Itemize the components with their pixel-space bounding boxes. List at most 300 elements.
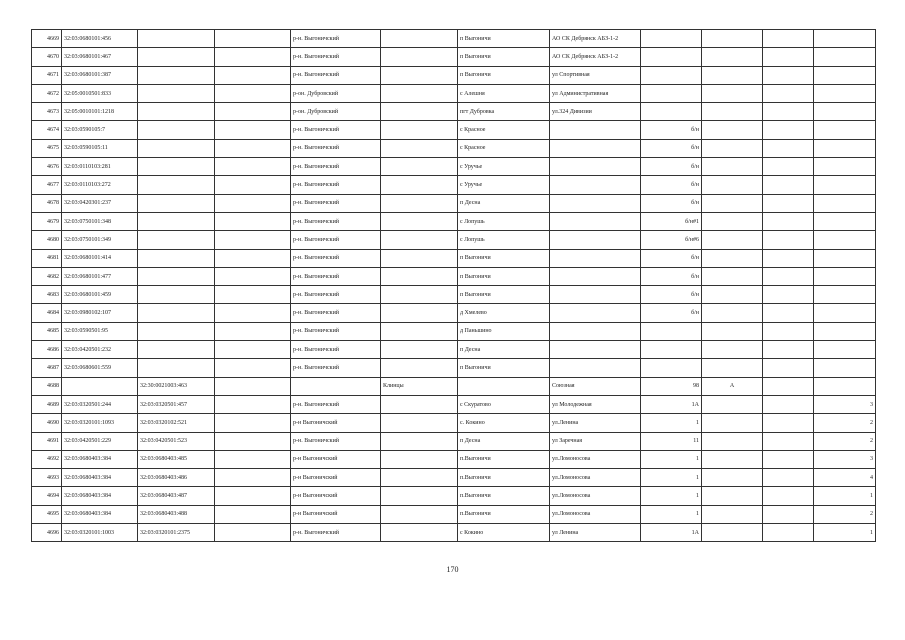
apartment-cell (814, 286, 876, 304)
empty-cell (215, 487, 291, 505)
empty-cell (763, 341, 814, 359)
street-cell: АО СК Дебрянск АБЗ-1-2 (550, 48, 641, 66)
row-number-cell: 4675 (32, 139, 62, 157)
empty-cell (763, 414, 814, 432)
empty-cell (763, 469, 814, 487)
empty-cell (215, 286, 291, 304)
apartment-cell: 4 (814, 469, 876, 487)
empty-cell (763, 450, 814, 468)
settlement-cell: с Уручье (458, 158, 550, 176)
page-number: 170 (446, 565, 459, 574)
empty-cell (763, 377, 814, 395)
city-cell (381, 304, 458, 322)
apartment-cell (814, 48, 876, 66)
apartment-cell (814, 30, 876, 48)
table-row (32, 121, 876, 139)
settlement-cell: п Выгоничи (458, 286, 550, 304)
district-cell: р-н. Выгоничский (291, 194, 381, 212)
house-number-cell: б/н#1 (641, 212, 702, 230)
table-row (32, 395, 876, 413)
row-number-cell: 4670 (32, 48, 62, 66)
city-cell (381, 66, 458, 84)
settlement-cell: д Паньшино (458, 322, 550, 340)
cadastral-number-2-cell (138, 286, 215, 304)
registry-table (31, 29, 876, 542)
street-cell: ул.Ломоносова (550, 487, 641, 505)
apartment-cell (814, 121, 876, 139)
district-cell: р-н. Выгоничский (291, 66, 381, 84)
district-cell (291, 377, 381, 395)
table-row (32, 377, 876, 395)
street-cell (550, 231, 641, 249)
settlement-cell: п Десна (458, 432, 550, 450)
cadastral-number-2-cell (138, 359, 215, 377)
row-number-cell: 4680 (32, 231, 62, 249)
empty-cell (763, 304, 814, 322)
cadastral-number-2-cell: 32:03:0680403:487 (138, 487, 215, 505)
row-number-cell: 4689 (32, 395, 62, 413)
table-row (32, 505, 876, 523)
street-cell (550, 341, 641, 359)
letter-cell (702, 84, 763, 102)
settlement-cell: п.Выгоничи (458, 450, 550, 468)
cadastral-number-cell: 32:03:0420301:237 (62, 194, 138, 212)
row-number-cell: 4671 (32, 66, 62, 84)
city-cell (381, 322, 458, 340)
city-cell (381, 341, 458, 359)
row-number-cell: 4683 (32, 286, 62, 304)
house-number-cell (641, 84, 702, 102)
street-cell: ул Заречная (550, 432, 641, 450)
cadastral-number-2-cell (138, 249, 215, 267)
row-number-cell: 4691 (32, 432, 62, 450)
letter-cell (702, 103, 763, 121)
district-cell: р-н. Выгоничский (291, 121, 381, 139)
empty-cell (763, 30, 814, 48)
settlement-cell: д Хмелево (458, 304, 550, 322)
apartment-cell (814, 194, 876, 212)
cadastral-number-cell: 32:03:0590105:7 (62, 121, 138, 139)
city-cell (381, 158, 458, 176)
cadastral-number-2-cell: 32:03:0320102:521 (138, 414, 215, 432)
cadastral-number-cell: 32:03:0680403:384 (62, 487, 138, 505)
settlement-cell: пгт Дубровка (458, 103, 550, 121)
district-cell: р-н. Выгоничский (291, 48, 381, 66)
apartment-cell (814, 212, 876, 230)
table-row (32, 103, 876, 121)
street-cell: Союзная (550, 377, 641, 395)
house-number-cell: 98 (641, 377, 702, 395)
letter-cell (702, 395, 763, 413)
cadastral-number-cell: 32:05:0010101:1218 (62, 103, 138, 121)
letter-cell (702, 121, 763, 139)
cadastral-number-cell: 32:03:0680101:414 (62, 249, 138, 267)
empty-cell (215, 450, 291, 468)
cadastral-number-cell: 32:03:0320101:1003 (62, 524, 138, 542)
house-number-cell (641, 322, 702, 340)
row-number-cell: 4690 (32, 414, 62, 432)
empty-cell (763, 66, 814, 84)
cadastral-number-cell: 32:03:0420501:232 (62, 341, 138, 359)
street-cell (550, 322, 641, 340)
row-number-cell: 4673 (32, 103, 62, 121)
cadastral-number-2-cell (138, 341, 215, 359)
apartment-cell (814, 377, 876, 395)
settlement-cell: с Уручье (458, 176, 550, 194)
table-row (32, 524, 876, 542)
letter-cell: А (702, 377, 763, 395)
table-row (32, 432, 876, 450)
city-cell (381, 524, 458, 542)
district-cell: р-н Выгоничский (291, 505, 381, 523)
letter-cell (702, 469, 763, 487)
cadastral-number-2-cell (138, 121, 215, 139)
row-number-cell: 4676 (32, 158, 62, 176)
settlement-cell (458, 377, 550, 395)
apartment-cell (814, 66, 876, 84)
letter-cell (702, 286, 763, 304)
house-number-cell: б/н (641, 249, 702, 267)
letter-cell (702, 194, 763, 212)
cadastral-number-cell: 32:03:0680601:559 (62, 359, 138, 377)
cadastral-number-2-cell (138, 304, 215, 322)
letter-cell (702, 304, 763, 322)
empty-cell (215, 432, 291, 450)
empty-cell (215, 341, 291, 359)
city-cell (381, 267, 458, 285)
house-number-cell: 1 (641, 414, 702, 432)
house-number-cell (641, 359, 702, 377)
empty-cell (215, 121, 291, 139)
cadastral-number-cell: 32:03:0680403:384 (62, 450, 138, 468)
city-cell (381, 103, 458, 121)
house-number-cell: 1 (641, 505, 702, 523)
district-cell: р-н. Выгоничский (291, 212, 381, 230)
letter-cell (702, 322, 763, 340)
cadastral-number-2-cell: 32:03:0320501:457 (138, 395, 215, 413)
cadastral-number-cell: 32:03:0680101:459 (62, 286, 138, 304)
letter-cell (702, 48, 763, 66)
settlement-cell: п.Выгоничи (458, 469, 550, 487)
settlement-cell: с Алешня (458, 84, 550, 102)
street-cell (550, 286, 641, 304)
letter-cell (702, 450, 763, 468)
district-cell: р-н Выгоничский (291, 414, 381, 432)
cadastral-number-cell: 32:03:0750101:348 (62, 212, 138, 230)
empty-cell (763, 524, 814, 542)
house-number-cell: б/н (641, 304, 702, 322)
empty-cell (215, 176, 291, 194)
letter-cell (702, 341, 763, 359)
empty-cell (215, 158, 291, 176)
settlement-cell: с Лопушь (458, 231, 550, 249)
letter-cell (702, 158, 763, 176)
cadastral-number-2-cell (138, 176, 215, 194)
apartment-cell: 2 (814, 414, 876, 432)
apartment-cell: 1 (814, 487, 876, 505)
letter-cell (702, 524, 763, 542)
row-number-cell: 4677 (32, 176, 62, 194)
settlement-cell: с Кокино (458, 524, 550, 542)
city-cell (381, 359, 458, 377)
district-cell: р-н. Выгоничский (291, 359, 381, 377)
city-cell (381, 395, 458, 413)
district-cell: р-н. Выгоничский (291, 249, 381, 267)
empty-cell (763, 212, 814, 230)
empty-cell (215, 395, 291, 413)
row-number-cell: 4679 (32, 212, 62, 230)
empty-cell (763, 84, 814, 102)
cadastral-number-cell: 32:03:0680403:384 (62, 505, 138, 523)
settlement-cell: п Десна (458, 194, 550, 212)
empty-cell (763, 158, 814, 176)
street-cell (550, 249, 641, 267)
street-cell: ул Административная (550, 84, 641, 102)
house-number-cell: 11 (641, 432, 702, 450)
table-row (32, 267, 876, 285)
cadastral-number-2-cell (138, 30, 215, 48)
apartment-cell: 2 (814, 432, 876, 450)
table-row (32, 359, 876, 377)
table-row (32, 341, 876, 359)
district-cell: р-н. Выгоничский (291, 176, 381, 194)
city-cell (381, 286, 458, 304)
cadastral-number-cell: 32:03:0750101:349 (62, 231, 138, 249)
cadastral-number-cell: 32:03:0320101:1093 (62, 414, 138, 432)
row-number-cell: 4695 (32, 505, 62, 523)
house-number-cell: б/н (641, 194, 702, 212)
empty-cell (215, 469, 291, 487)
table-row (32, 286, 876, 304)
table-row (32, 322, 876, 340)
settlement-cell: с. Кокино (458, 414, 550, 432)
cadastral-number-cell: 32:03:0680101:477 (62, 267, 138, 285)
street-cell (550, 194, 641, 212)
row-number-cell: 4685 (32, 322, 62, 340)
table-row (32, 30, 876, 48)
street-cell: АО СК Дебрянск АБЗ-1-2 (550, 30, 641, 48)
house-number-cell (641, 341, 702, 359)
street-cell: ул.Ломоносова (550, 450, 641, 468)
table-row (32, 469, 876, 487)
empty-cell (763, 432, 814, 450)
city-cell (381, 505, 458, 523)
cadastral-number-2-cell (138, 322, 215, 340)
city-cell (381, 249, 458, 267)
city-cell (381, 212, 458, 230)
empty-cell (215, 249, 291, 267)
table-row (32, 139, 876, 157)
city-cell (381, 231, 458, 249)
cadastral-number-2-cell (138, 48, 215, 66)
apartment-cell (814, 176, 876, 194)
city-cell (381, 121, 458, 139)
empty-cell (763, 103, 814, 121)
house-number-cell: 1А (641, 524, 702, 542)
empty-cell (763, 322, 814, 340)
city-cell (381, 84, 458, 102)
apartment-cell (814, 231, 876, 249)
row-number-cell: 4694 (32, 487, 62, 505)
letter-cell (702, 505, 763, 523)
street-cell (550, 158, 641, 176)
city-cell (381, 432, 458, 450)
row-number-cell: 4688 (32, 377, 62, 395)
table-row (32, 194, 876, 212)
settlement-cell: п Выгоничи (458, 249, 550, 267)
cadastral-number-cell: 32:03:0680403:384 (62, 469, 138, 487)
settlement-cell: с Лопушь (458, 212, 550, 230)
street-cell: ул.Ломоносова (550, 469, 641, 487)
apartment-cell (814, 158, 876, 176)
table-row (32, 414, 876, 432)
settlement-cell: п Выгоничи (458, 267, 550, 285)
row-number-cell: 4682 (32, 267, 62, 285)
house-number-cell (641, 66, 702, 84)
letter-cell (702, 432, 763, 450)
settlement-cell: п Десна (458, 341, 550, 359)
empty-cell (763, 286, 814, 304)
letter-cell (702, 359, 763, 377)
house-number-cell: б/н (641, 139, 702, 157)
empty-cell (215, 30, 291, 48)
cadastral-number-2-cell (138, 194, 215, 212)
empty-cell (763, 267, 814, 285)
table-row (32, 304, 876, 322)
empty-cell (763, 231, 814, 249)
empty-cell (763, 139, 814, 157)
cadastral-number-cell: 32:03:0680101:387 (62, 66, 138, 84)
street-cell (550, 359, 641, 377)
table-row (32, 212, 876, 230)
cadastral-number-2-cell (138, 267, 215, 285)
row-number-cell: 4684 (32, 304, 62, 322)
district-cell: р-н. Выгоничский (291, 304, 381, 322)
cadastral-number-cell: 32:03:0980102:107 (62, 304, 138, 322)
settlement-cell: п Выгоничи (458, 30, 550, 48)
settlement-cell: п Выгоничи (458, 66, 550, 84)
empty-cell (763, 505, 814, 523)
cadastral-number-2-cell: 32:03:0680403:488 (138, 505, 215, 523)
cadastral-number-2-cell (138, 66, 215, 84)
district-cell: р-н. Выгоничский (291, 267, 381, 285)
row-number-cell: 4669 (32, 30, 62, 48)
cadastral-number-cell: 32:03:0590501:95 (62, 322, 138, 340)
empty-cell (215, 359, 291, 377)
settlement-cell: п.Выгоничи (458, 505, 550, 523)
apartment-cell (814, 267, 876, 285)
street-cell: ул Спортивная (550, 66, 641, 84)
street-cell (550, 139, 641, 157)
district-cell: р-н. Выгоничский (291, 30, 381, 48)
city-cell (381, 450, 458, 468)
district-cell: р-н. Выгоничский (291, 231, 381, 249)
apartment-cell (814, 103, 876, 121)
cadastral-number-2-cell (138, 212, 215, 230)
street-cell: ул Ленина (550, 524, 641, 542)
city-cell (381, 48, 458, 66)
street-cell (550, 212, 641, 230)
house-number-cell (641, 48, 702, 66)
row-number-cell: 4674 (32, 121, 62, 139)
district-cell: р-н. Выгоничский (291, 395, 381, 413)
row-number-cell: 4681 (32, 249, 62, 267)
letter-cell (702, 176, 763, 194)
letter-cell (702, 487, 763, 505)
empty-cell (215, 322, 291, 340)
empty-cell (763, 48, 814, 66)
settlement-cell: с Красное (458, 139, 550, 157)
row-number-cell: 4686 (32, 341, 62, 359)
empty-cell (215, 194, 291, 212)
settlement-cell: с Скуратово (458, 395, 550, 413)
cadastral-number-2-cell (138, 231, 215, 249)
row-number-cell: 4696 (32, 524, 62, 542)
table-body (32, 30, 876, 542)
empty-cell (215, 103, 291, 121)
house-number-cell: 1 (641, 450, 702, 468)
street-cell: ул Молодежная (550, 395, 641, 413)
empty-cell (763, 121, 814, 139)
district-cell: р-н Выгоничский (291, 469, 381, 487)
settlement-cell: п Выгоничи (458, 359, 550, 377)
row-number-cell: 4687 (32, 359, 62, 377)
letter-cell (702, 249, 763, 267)
street-cell (550, 267, 641, 285)
row-number-cell: 4693 (32, 469, 62, 487)
house-number-cell: 1А (641, 395, 702, 413)
apartment-cell (814, 249, 876, 267)
letter-cell (702, 30, 763, 48)
empty-cell (215, 212, 291, 230)
settlement-cell: п Выгоничи (458, 48, 550, 66)
city-cell (381, 30, 458, 48)
district-cell: р-н. Выгоничский (291, 432, 381, 450)
apartment-cell (814, 322, 876, 340)
cadastral-number-cell: 32:03:0110103:272 (62, 176, 138, 194)
apartment-cell (814, 341, 876, 359)
cadastral-number-2-cell: 32:03:0680403:486 (138, 469, 215, 487)
cadastral-number-2-cell: 32:03:0320101:2375 (138, 524, 215, 542)
city-cell: Клинцы (381, 377, 458, 395)
empty-cell (763, 487, 814, 505)
city-cell (381, 487, 458, 505)
letter-cell (702, 231, 763, 249)
row-number-cell: 4692 (32, 450, 62, 468)
house-number-cell: 1 (641, 469, 702, 487)
empty-cell (215, 139, 291, 157)
cadastral-number-cell: 32:03:0110103:281 (62, 158, 138, 176)
table-row (32, 66, 876, 84)
empty-cell (215, 505, 291, 523)
table-row (32, 450, 876, 468)
city-cell (381, 139, 458, 157)
city-cell (381, 176, 458, 194)
district-cell: р-н. Выгоничский (291, 139, 381, 157)
empty-cell (215, 304, 291, 322)
empty-cell (763, 194, 814, 212)
district-cell: р-н. Выгоничский (291, 524, 381, 542)
cadastral-number-2-cell (138, 84, 215, 102)
cadastral-number-2-cell (138, 139, 215, 157)
row-number-cell: 4672 (32, 84, 62, 102)
cadastral-number-cell: 32:05:0010501:833 (62, 84, 138, 102)
district-cell: р-он. Дубровский (291, 103, 381, 121)
street-cell: ул.Ломоносова (550, 505, 641, 523)
apartment-cell (814, 139, 876, 157)
cadastral-number-2-cell: 32:03:0420501:523 (138, 432, 215, 450)
settlement-cell: п.Выгоничи (458, 487, 550, 505)
